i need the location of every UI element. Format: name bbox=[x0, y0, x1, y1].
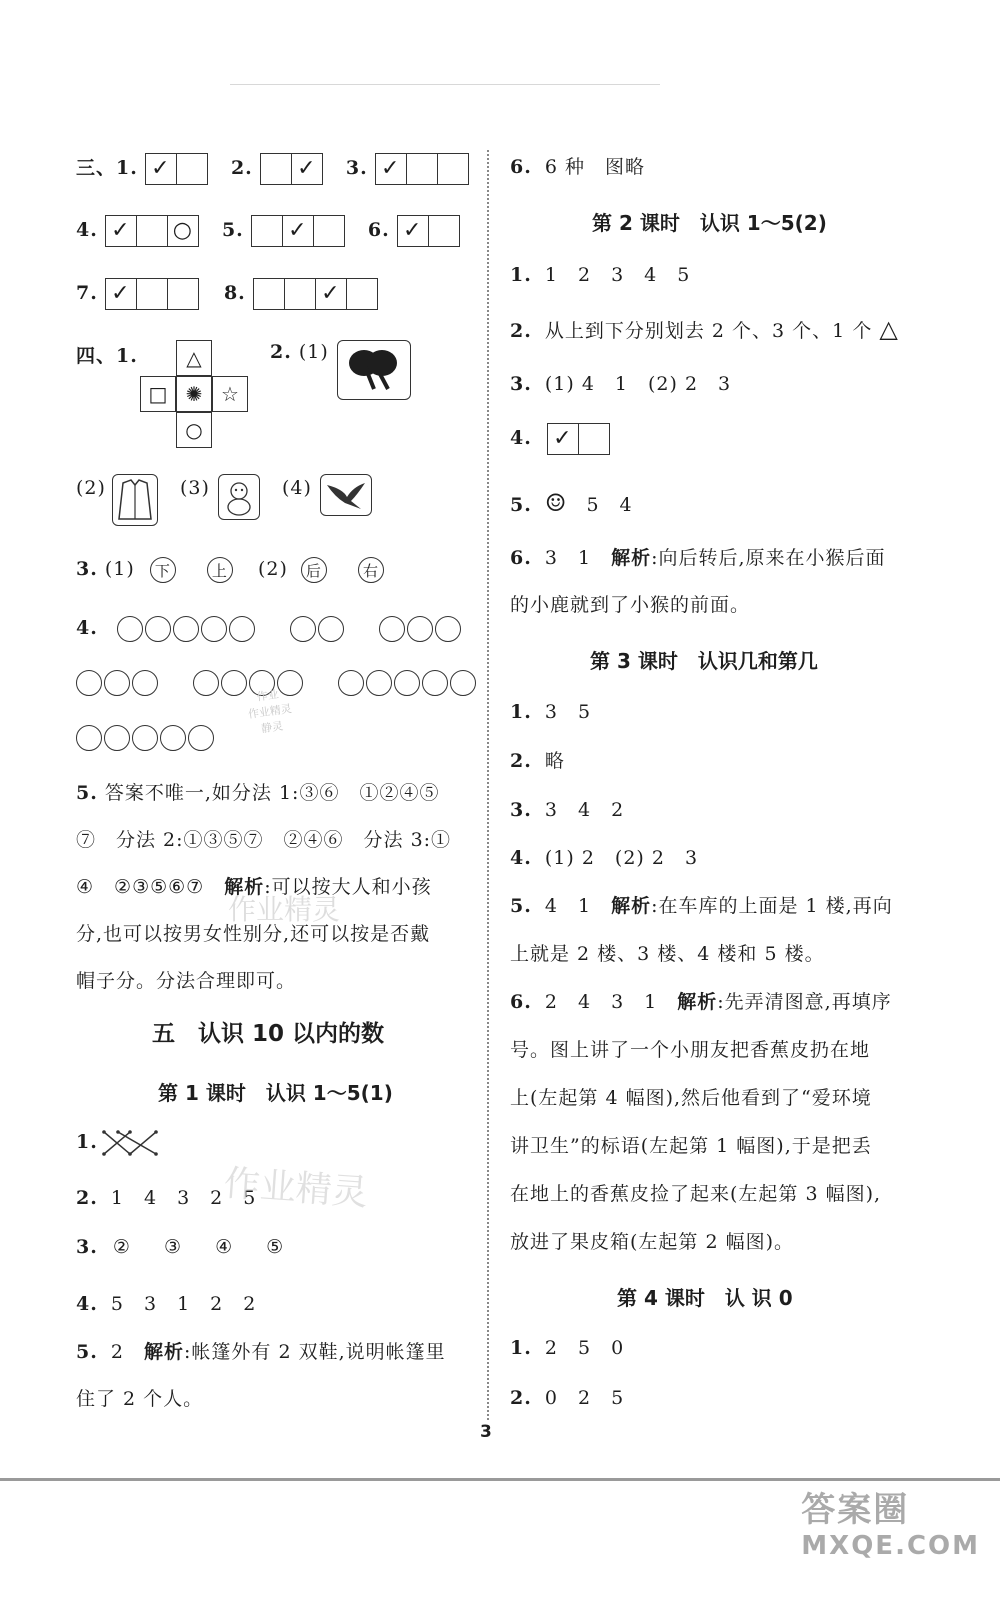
question-number: 8. bbox=[223, 282, 246, 304]
lesson2-q2 bbox=[510, 315, 899, 343]
circled-answer: 右 bbox=[358, 557, 384, 583]
lesson2-q5 bbox=[510, 489, 633, 517]
lesson-title: 第 4 课时 认 识 0 bbox=[617, 1286, 793, 1310]
answer-text: 略 bbox=[544, 750, 565, 772]
answer-text: 4 1 bbox=[544, 895, 612, 917]
answer-boxes bbox=[145, 153, 208, 185]
section-4-label-row bbox=[76, 341, 138, 368]
answer-text: 2 bbox=[110, 1341, 144, 1363]
answer-text: 5 3 1 2 2 bbox=[110, 1293, 257, 1315]
question-number: 3. bbox=[345, 157, 368, 179]
lesson3-q4 bbox=[510, 843, 698, 870]
answer-text: (1) 2 (2) 2 3 bbox=[544, 847, 699, 869]
analysis-text: 在地上的香蕉皮捡了起来(左起第 3 幅图), bbox=[510, 1183, 882, 1205]
jacket-picture bbox=[112, 474, 158, 526]
unit-title: 五 认识 10 以内的数 bbox=[152, 1021, 385, 1047]
watermark-text: 答案圈 bbox=[801, 1490, 910, 1530]
analysis-text: 讲卫生”的标语(左起第 1 幅图),于是把丢 bbox=[510, 1135, 872, 1157]
question-number: 6. bbox=[367, 219, 390, 241]
lesson1-q3 bbox=[76, 1236, 284, 1258]
answer-boxes bbox=[105, 278, 199, 310]
right-q6 bbox=[510, 152, 645, 179]
answer-boxes bbox=[105, 215, 199, 247]
watermark-stamp bbox=[245, 685, 295, 739]
answer-text: ④ ②③⑤⑥⑦ bbox=[76, 876, 225, 898]
check-icon: ✓ bbox=[283, 216, 314, 246]
analysis-text: 号。图上讲了一个小朋友把香蕉皮扔在地 bbox=[510, 1039, 871, 1061]
watermark-text: 作业精灵 bbox=[247, 702, 293, 722]
question-number: 4. bbox=[76, 219, 98, 241]
paddles-icon bbox=[338, 341, 410, 399]
section-3-label: 三、1. bbox=[76, 157, 138, 179]
question-4-row-3 bbox=[76, 725, 216, 751]
part-label-wrap bbox=[282, 477, 312, 499]
answer-boxes bbox=[260, 153, 323, 185]
analysis-text: :向后转后,原来在小猴后面 bbox=[651, 547, 886, 569]
section-4-pictures-row bbox=[76, 477, 106, 499]
lesson-title: 第 1 课时 认识 1～5(1) bbox=[158, 1081, 393, 1105]
analysis-label: 解析 bbox=[611, 895, 652, 917]
analysis-text: :可以按大人和小孩 bbox=[264, 876, 432, 898]
circled-answer: 上 bbox=[207, 557, 233, 583]
column-divider bbox=[487, 150, 489, 1420]
part-label: (1) bbox=[104, 558, 135, 580]
question-number: 3. bbox=[76, 558, 98, 580]
analysis-text: 分,也可以按男女性别分,还可以按是否戴 bbox=[76, 923, 431, 945]
triangle-icon: △ bbox=[176, 340, 212, 376]
question-number: 1. bbox=[510, 1337, 532, 1359]
watermark-text: 作业 bbox=[255, 687, 280, 704]
analysis-text: :先弄清图意,再填序 bbox=[717, 991, 892, 1013]
lesson-title: 第 3 课时 认识几和第几 bbox=[590, 649, 818, 673]
question-number: 4. bbox=[510, 427, 532, 449]
check-icon: ✓ bbox=[376, 154, 407, 184]
lesson2-q3 bbox=[510, 369, 731, 396]
answer-text: ⑦ 分法 2:①③⑤⑦ ②④⑥ 分法 3:① bbox=[76, 829, 452, 851]
answer-text: (1) 4 1 (2) 2 3 bbox=[544, 373, 732, 395]
question-number: 5. bbox=[510, 494, 532, 516]
answer-boxes bbox=[253, 278, 378, 310]
answer-text: 3 4 2 bbox=[544, 799, 625, 821]
answer-text: 1 4 3 2 5 bbox=[110, 1187, 257, 1209]
matching-lines-icon bbox=[100, 1128, 160, 1158]
circled-number: ② bbox=[112, 1236, 131, 1258]
star-icon: ☆ bbox=[212, 376, 248, 412]
triangle-icon: △ bbox=[879, 315, 899, 343]
question-3-row bbox=[76, 557, 384, 583]
watermark-text: MXQE.COM bbox=[801, 1531, 980, 1561]
section-3-row-2 bbox=[76, 215, 460, 247]
circled-number: ⑤ bbox=[266, 1236, 285, 1258]
part-label: (2) bbox=[257, 558, 288, 580]
lesson1-q4 bbox=[76, 1289, 256, 1316]
question-number: 5. bbox=[76, 782, 98, 804]
analysis-text: 上(左起第 4 幅图),然后他看到了“爱环境 bbox=[510, 1087, 872, 1109]
answer-text: 1 2 3 4 5 bbox=[544, 264, 691, 286]
chick-icon bbox=[219, 475, 259, 519]
answer-boxes bbox=[547, 423, 610, 455]
lesson-title: 第 2 课时 认识 1～5(2) bbox=[592, 211, 827, 235]
swallow-picture bbox=[320, 474, 372, 516]
part-label: (4) bbox=[282, 477, 312, 499]
question-number: 6. bbox=[510, 156, 532, 178]
lesson3-q3 bbox=[510, 795, 624, 822]
section-3-row-3 bbox=[76, 278, 378, 310]
answer-boxes bbox=[397, 215, 460, 247]
question-4-row-1 bbox=[76, 616, 463, 642]
answer-text: 3 1 bbox=[544, 547, 612, 569]
corner-watermark-logo bbox=[801, 1482, 980, 1561]
lesson3-q1 bbox=[510, 697, 591, 724]
lesson1-q1 bbox=[76, 1131, 98, 1153]
circle-group bbox=[117, 617, 257, 639]
analysis-text: 放进了果皮箱(左起第 2 幅图)。 bbox=[510, 1231, 794, 1253]
answer-text: 2 4 3 1 bbox=[544, 991, 678, 1013]
circle-group bbox=[76, 726, 216, 748]
lesson1-q5 bbox=[76, 1337, 446, 1364]
watermark-text: 作业精灵 bbox=[222, 1163, 370, 1214]
lesson3-q6 bbox=[510, 987, 892, 1014]
part-label-wrap bbox=[180, 477, 210, 499]
check-icon: ✓ bbox=[106, 279, 137, 309]
lesson2-q4 bbox=[510, 423, 610, 455]
question-number: 3. bbox=[510, 799, 532, 821]
top-rule bbox=[230, 84, 660, 85]
check-icon: ✓ bbox=[548, 424, 579, 454]
question-5-line-1 bbox=[76, 778, 439, 805]
circled-answer: 后 bbox=[301, 557, 327, 583]
analysis-text: 帽子分。分法合理即可。 bbox=[76, 970, 297, 992]
question-number: 7. bbox=[76, 282, 98, 304]
question-number: 3. bbox=[76, 1236, 98, 1258]
part-label: (2) bbox=[76, 477, 106, 499]
spiky-ball-icon: ✺ bbox=[176, 376, 212, 412]
watermark-text: 静灵 bbox=[260, 719, 284, 736]
check-icon: ✓ bbox=[146, 154, 177, 184]
section-3-row-1 bbox=[76, 153, 469, 185]
check-icon: ✓ bbox=[398, 216, 429, 246]
analysis-label: 解析 bbox=[677, 991, 718, 1013]
question-number: 2. bbox=[76, 1187, 98, 1209]
lesson2-q1 bbox=[510, 260, 690, 287]
square-icon: □ bbox=[140, 376, 176, 412]
analysis-text: 的小鹿就到了小猴的前面。 bbox=[510, 594, 751, 616]
ping-pong-paddles-picture bbox=[337, 340, 411, 400]
circled-answer: 下 bbox=[150, 557, 176, 583]
circle-icon: ○ bbox=[176, 412, 212, 448]
answer-text: 0 2 5 bbox=[544, 1387, 625, 1409]
question-number: 5. bbox=[510, 895, 532, 917]
smiley-face-icon: ☺ bbox=[544, 489, 568, 517]
check-icon: ✓ bbox=[297, 156, 317, 181]
question-number: 1. bbox=[510, 264, 532, 286]
check-icon: ✓ bbox=[316, 279, 347, 309]
jacket-icon bbox=[113, 475, 157, 525]
circle-group bbox=[76, 671, 160, 693]
chick-picture bbox=[218, 474, 260, 520]
answer-text: 6 种 图略 bbox=[544, 156, 646, 178]
answer-boxes bbox=[251, 215, 345, 247]
answer-boxes bbox=[375, 153, 469, 185]
question-number: 2. bbox=[510, 320, 532, 342]
question-number: 6. bbox=[510, 547, 532, 569]
analysis-label: 解析 bbox=[224, 876, 265, 898]
question-number: 1. bbox=[510, 701, 532, 723]
analysis-text: 住了 2 个人。 bbox=[76, 1388, 204, 1410]
analysis-text: :帐篷外有 2 双鞋,说明帐篷里 bbox=[184, 1341, 446, 1363]
question-number: 3. bbox=[510, 373, 532, 395]
circled-number: ④ bbox=[215, 1236, 234, 1258]
question-number: 2. bbox=[230, 157, 253, 179]
lesson3-q5 bbox=[510, 891, 893, 918]
part-label: (3) bbox=[180, 477, 210, 499]
question-number: 2. bbox=[510, 1387, 532, 1409]
question-number: 4. bbox=[76, 617, 98, 639]
answer-text: 5 4 bbox=[586, 494, 633, 516]
circled-number: ③ bbox=[163, 1236, 183, 1258]
lesson4-q2 bbox=[510, 1383, 624, 1410]
part-label: (1) bbox=[298, 341, 329, 363]
question-number: 5. bbox=[76, 1341, 98, 1363]
answer-text: 3 5 bbox=[544, 701, 592, 723]
check-icon: ✓ bbox=[106, 216, 137, 246]
question-number: 4. bbox=[510, 847, 532, 869]
circle-group bbox=[379, 617, 463, 639]
analysis-text: 上就是 2 楼、3 楼、4 楼和 5 楼。 bbox=[510, 943, 825, 965]
circle-group bbox=[338, 671, 478, 693]
answer-text: 从上到下分别划去 2 个、3 个、1 个 bbox=[544, 320, 873, 342]
analysis-text: :在车库的上面是 1 楼,再向 bbox=[651, 895, 893, 917]
section-4-q2 bbox=[270, 341, 329, 363]
lesson4-q1 bbox=[510, 1333, 624, 1360]
lesson3-q2 bbox=[510, 746, 565, 773]
section-4-label: 四、1. bbox=[76, 345, 138, 367]
question-number: 6. bbox=[510, 991, 532, 1013]
watermark-text: 作业精灵 bbox=[228, 893, 341, 926]
page-number: 3 bbox=[480, 1422, 492, 1442]
circle-icon: ○ bbox=[172, 218, 193, 243]
circle-group bbox=[290, 617, 346, 639]
analysis-label: 解析 bbox=[611, 547, 652, 569]
question-number: 4. bbox=[76, 1293, 98, 1315]
analysis-label: 解析 bbox=[143, 1341, 184, 1363]
answer-text: 答案不唯一,如分法 1:③⑥ ①②④⑤ bbox=[104, 782, 440, 804]
bottom-rule bbox=[0, 1478, 1000, 1481]
swallow-icon bbox=[321, 475, 371, 515]
question-number: 5. bbox=[221, 219, 244, 241]
lesson2-q6 bbox=[510, 543, 886, 570]
answer-text: 2 5 0 bbox=[544, 1337, 625, 1359]
question-number: 2. bbox=[270, 341, 292, 363]
question-number: 2. bbox=[510, 750, 532, 772]
question-number: 1. bbox=[76, 1131, 98, 1153]
